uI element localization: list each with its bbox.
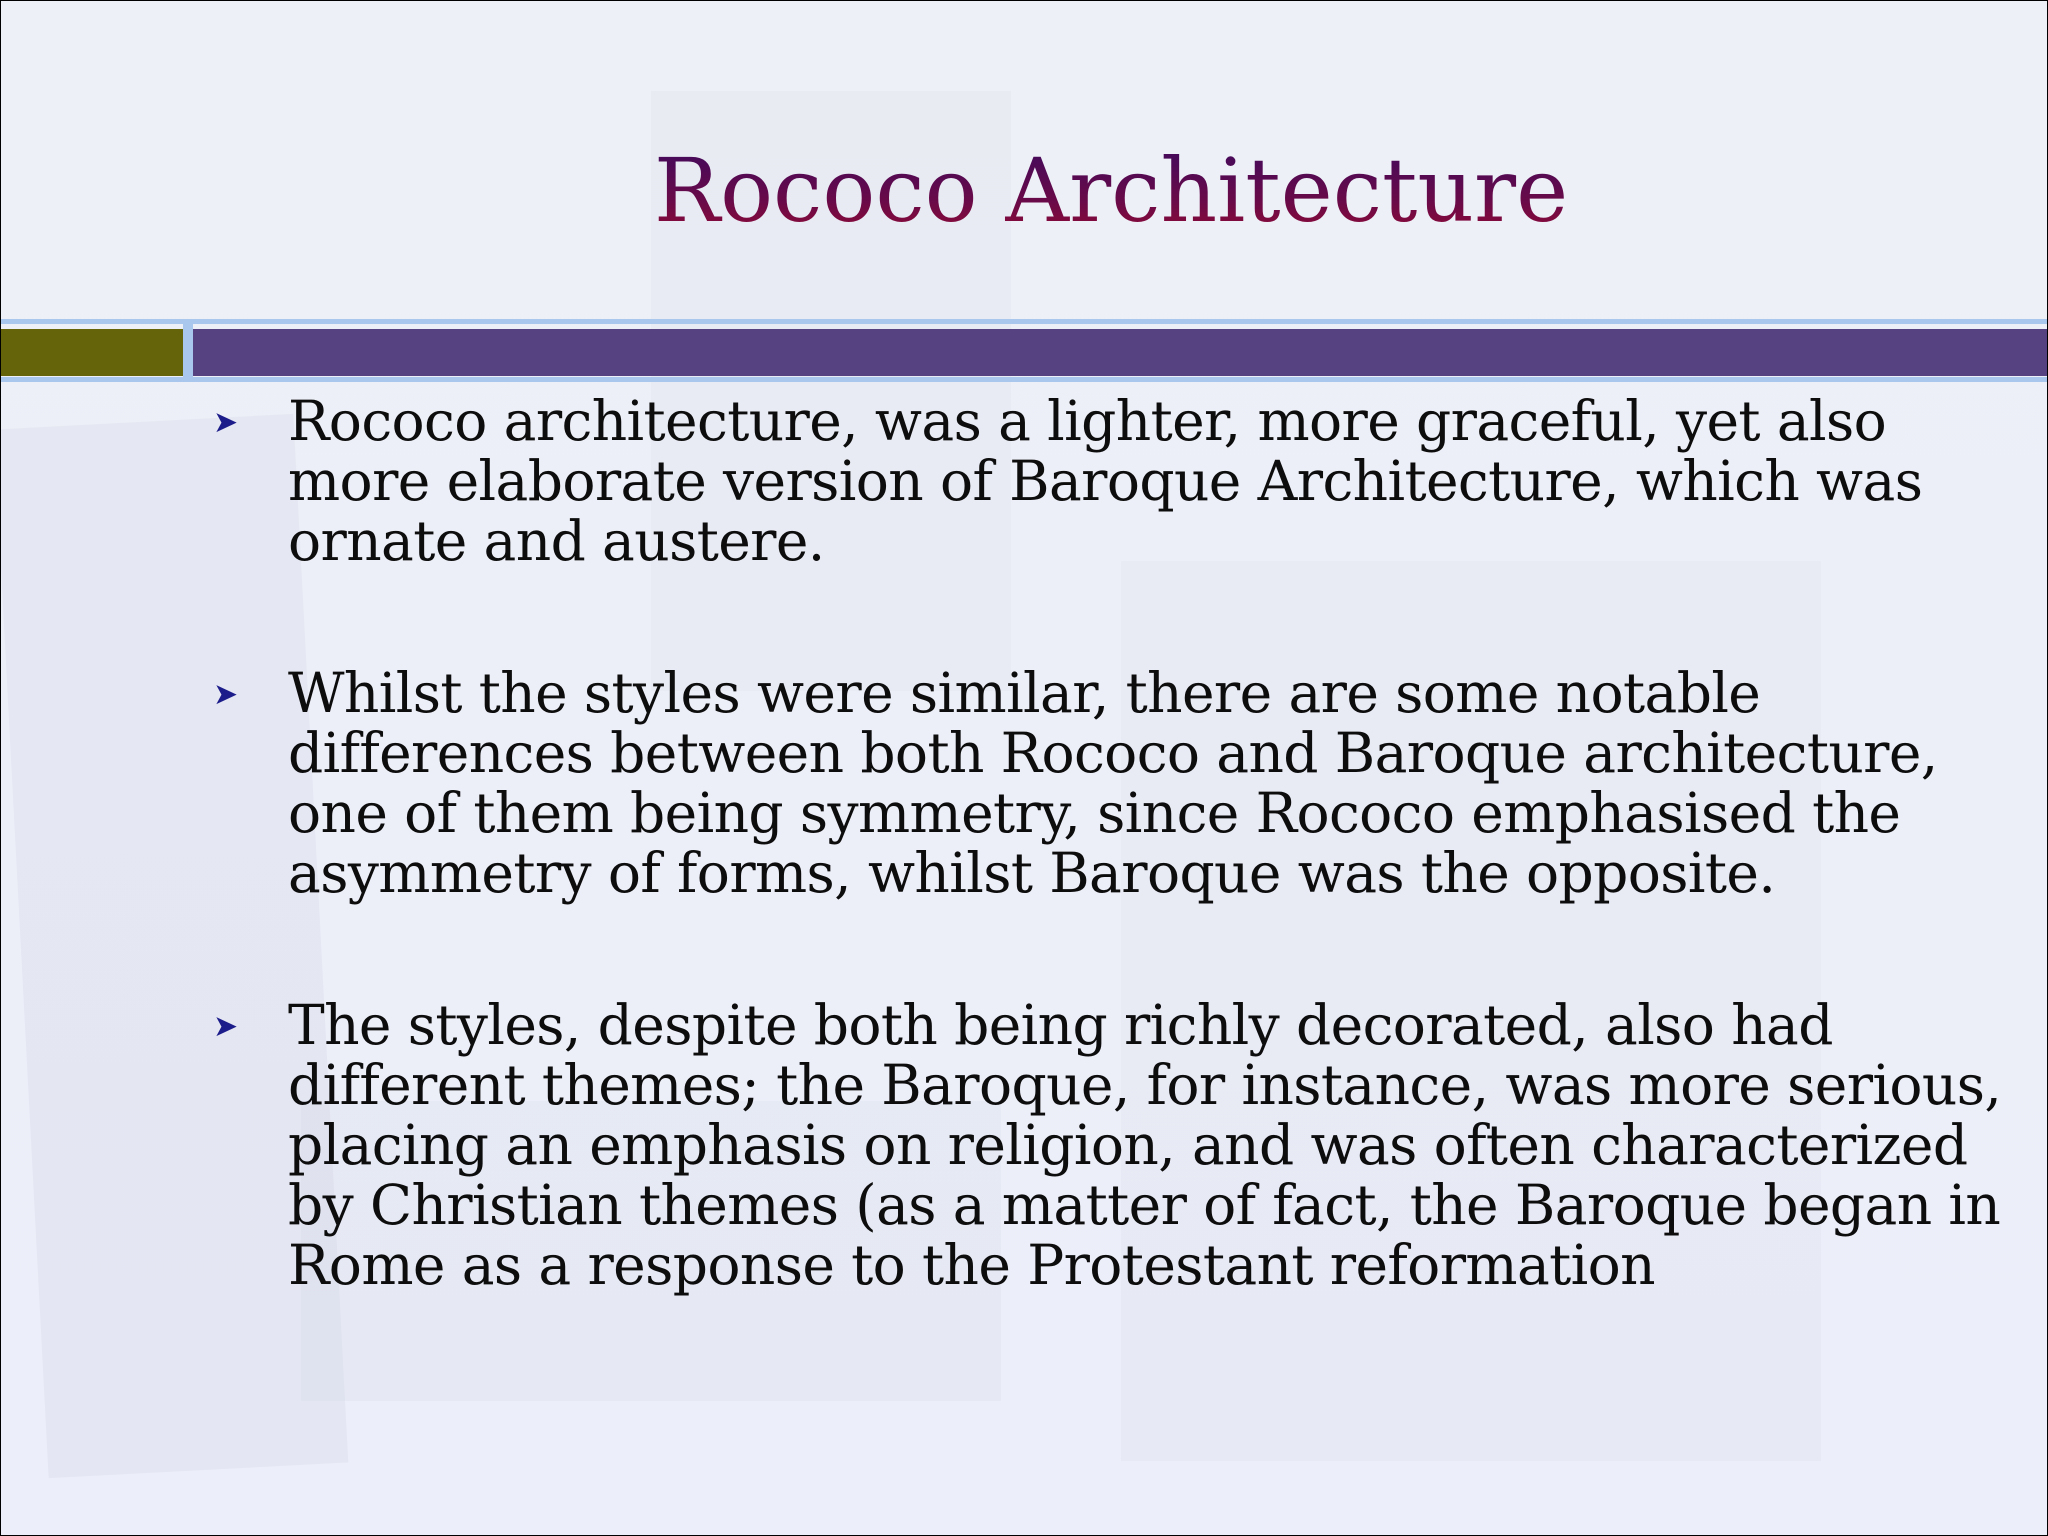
divider-accent-olive — [1, 329, 183, 376]
bullet-text — [288, 995, 2033, 1295]
divider-line-bottom — [1, 377, 2047, 382]
divider-line-top — [1, 319, 2047, 324]
bullet-line: The styles, despite both being richly decorated, also had — [288, 993, 1833, 1057]
bullet-item — [213, 995, 2033, 1295]
bullet-line: Whilst the styles were similar, there are some notable — [288, 661, 1761, 725]
bullet-list — [213, 391, 2033, 1387]
bullet-line: differences between both Rococo and Baroque architecture, — [288, 721, 1938, 785]
chevron-right-icon: ➤ — [213, 677, 239, 712]
bullet-line: by Christian themes (as a matter of fact, the Baroque began in — [288, 1173, 2001, 1237]
bullet-line: Rococo architecture, was a lighter, more graceful, yet also — [288, 389, 1887, 453]
divider-gap — [183, 324, 193, 377]
bullet-line: more elaborate version of Baroque Architecture, which was — [288, 449, 1923, 513]
bullet-line: one of them being symmetry, since Rococo emphasised the — [288, 781, 1901, 845]
chevron-right-icon: ➤ — [213, 1009, 239, 1044]
divider-accent-purple — [193, 329, 2047, 376]
bullet-text — [288, 391, 2033, 571]
bullet-item — [213, 663, 2033, 903]
bullet-line: ornate and austere. — [288, 509, 825, 573]
bullet-text — [288, 663, 2033, 903]
bullet-line: different themes; the Baroque, for instance, was more serious, — [288, 1053, 2002, 1117]
bullet-line: placing an emphasis on religion, and was often characterized — [288, 1113, 1968, 1177]
bullet-line: Rome as a response to the Protestant reformation — [288, 1233, 1655, 1297]
bullet-item — [213, 391, 2033, 571]
chevron-right-icon: ➤ — [213, 405, 239, 440]
slide-title: Rococo Architecture — [1, 136, 2048, 246]
bullet-line: asymmetry of forms, whilst Baroque was the opposite. — [288, 841, 1776, 905]
